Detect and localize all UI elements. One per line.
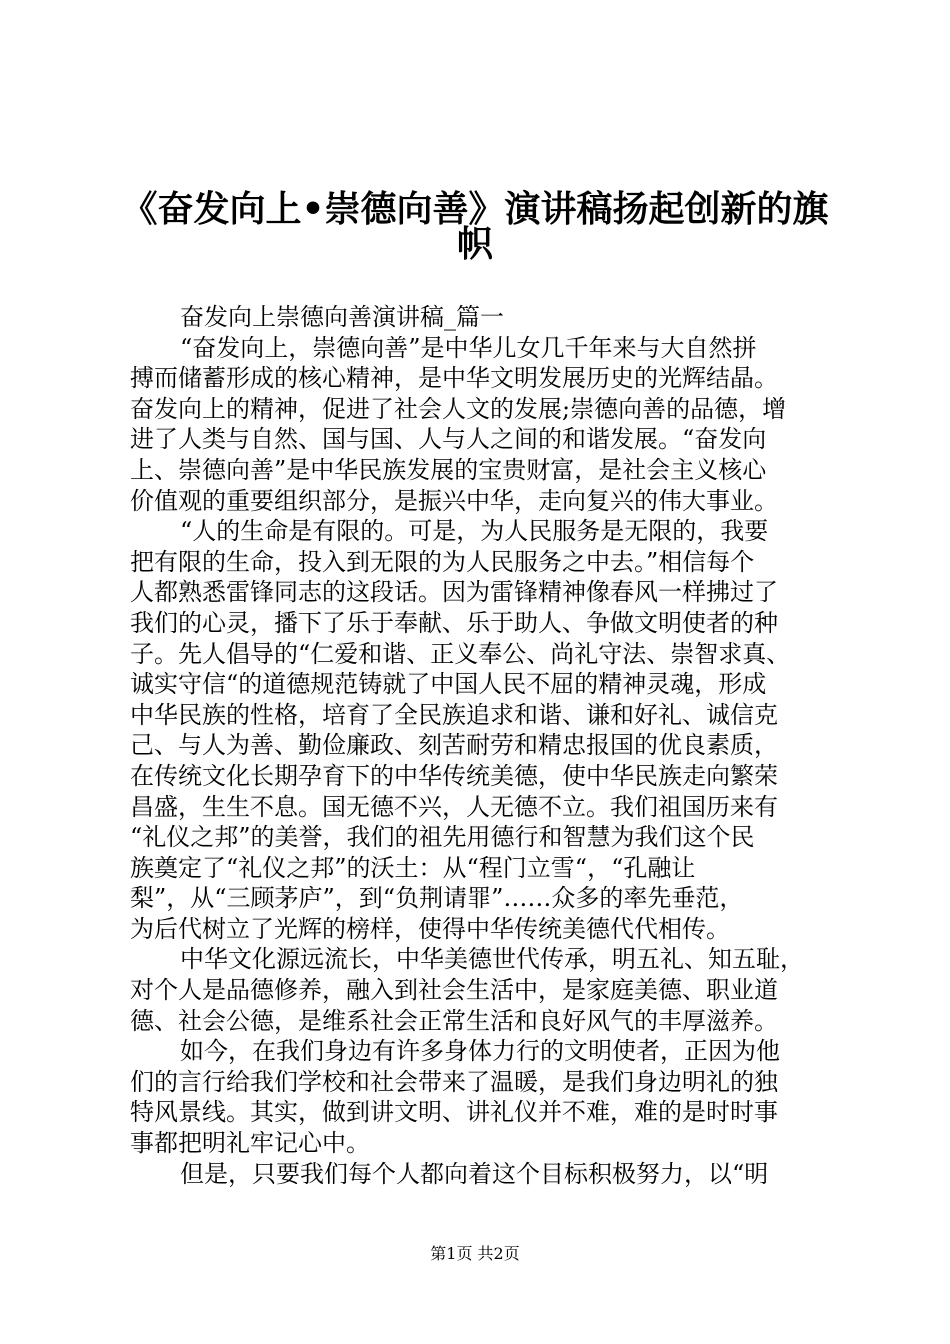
body-line: 德、社会公德，是维系社会正常生活和良好风气的丰厚滋养。 bbox=[130, 1006, 778, 1035]
body-line: 人都熟悉雷锋同志的这段话。因为雷锋精神像春风一样拂过了 bbox=[130, 578, 778, 607]
body-line: 诚实守信“的道德规范铸就了中国人民不屈的精神灵魂，形成 bbox=[130, 670, 767, 699]
page-footer: 第1页 共2页 bbox=[430, 1244, 520, 1263]
body-line: 把有限的生命，投入到无限的为人民服务之中去。”相信每个 bbox=[130, 547, 755, 576]
body-line: 中华文化源远流长，中华美德世代传承，明五礼、知五耻， bbox=[180, 945, 804, 974]
body-line: “人的生命是有限的。可是，为人民服务是无限的，我要 bbox=[180, 517, 769, 546]
body-line: 在传统文化长期孕育下的中华传统美德，使中华民族走向繁荣 bbox=[130, 761, 778, 790]
body-line: 对个人是品德修养，融入到社会生活中，是家庭美德、职业道 bbox=[130, 976, 778, 1005]
body-line: 昌盛，生生不息。国无德不兴，人无德不立。我们祖国历来有 bbox=[130, 792, 778, 821]
body-line: 价值观的重要组织部分，是振兴中华，走向复兴的伟大事业。 bbox=[130, 486, 778, 515]
body-line: 为后代树立了光辉的榜样，使得中华传统美德代代相传。 bbox=[130, 914, 730, 943]
body-line: 特风景线。其实，做到讲文明、讲礼仪并不难，难的是时时事 bbox=[130, 1098, 778, 1127]
body-line: 但是，只要我们每个人都向着这个目标积极努力，以“明 bbox=[180, 1159, 769, 1188]
body-line: 们的言行给我们学校和社会带来了温暖，是我们身边明礼的独 bbox=[130, 1067, 778, 1096]
body-line: 进了人类与自然、国与国、人与人之间的和谐发展。“奋发向 bbox=[130, 425, 767, 454]
body-line: 搏而储蓄形成的核心精神，是中华文明发展历史的光辉结晶。 bbox=[130, 364, 778, 393]
body-line: 奋发向上的精神，促进了社会人文的发展;崇德向善的品德，增 bbox=[130, 394, 787, 423]
document-title-line-1: 《奋发向上•崇德向善》演讲稿扬起创新的旗 bbox=[121, 189, 829, 230]
body-line: “奋发向上，崇德向善”是中华儿女几千年来与大自然拼 bbox=[180, 333, 757, 362]
body-line: 己、与人为善、勤俭廉政、刻苦耐劳和精忠报国的优良素质， bbox=[130, 731, 778, 760]
body-line: 梨”，从“三顾茅庐”，到“负荆请罪”……众多的率先垂范， bbox=[130, 884, 744, 913]
document-body bbox=[130, 302, 830, 1189]
body-line: “礼仪之邦”的美誉，我们的祖先用德行和智慧为我们这个民 bbox=[130, 823, 755, 852]
body-line: 子。先人倡导的“仁爱和谐、正义奉公、尚礼守法、崇智求真、 bbox=[130, 639, 791, 668]
body-line: 如今，在我们身边有许多身体力行的文明使者，正因为他 bbox=[180, 1037, 780, 1066]
body-line: 族奠定了“礼仪之邦”的沃土：从“程门立雪“，“孔融让 bbox=[130, 853, 696, 882]
body-line: 中华民族的性格，培育了全民族追求和谐、谦和好礼、诚信克 bbox=[130, 700, 778, 729]
body-line: 奋发向上崇德向善演讲稿_篇一 bbox=[180, 303, 504, 331]
body-line: 上、崇德向善”是中华民族发展的宝贵财富，是社会主义核心 bbox=[130, 455, 767, 484]
document-title-line-2: 帜 bbox=[456, 224, 493, 265]
body-line: 事都把明礼牢记心中。 bbox=[130, 1129, 370, 1158]
body-line: 我们的心灵，播下了乐于奉献、乐于助人、争做文明使者的种 bbox=[130, 608, 778, 637]
